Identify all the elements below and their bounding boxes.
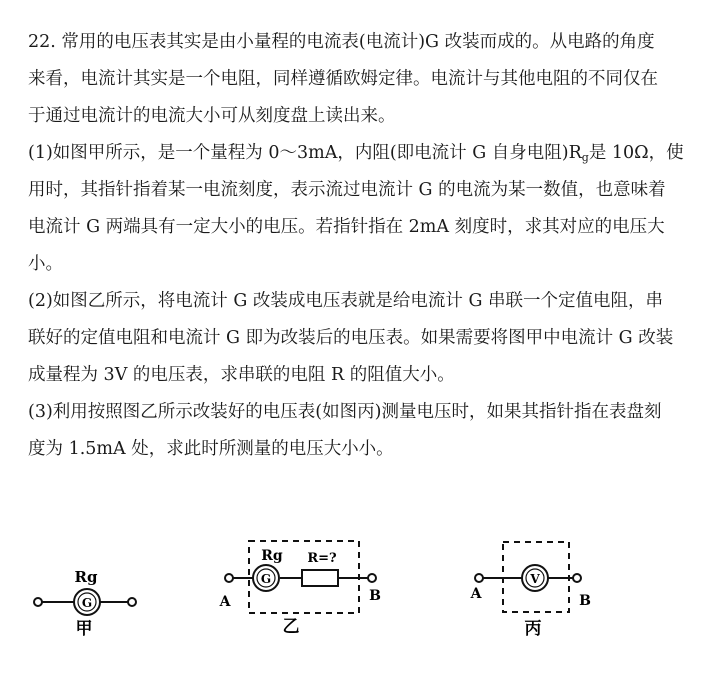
jia-rg-label: Rg (74, 568, 98, 586)
jia-meter-letter: G (81, 596, 93, 610)
part1-line-2: 用时，其指针指着某一电流刻度，表示流过电流计 G 的电流为某一数值，也意味着 (28, 180, 666, 200)
figure-label-yi: 乙 (282, 617, 300, 637)
resistor-icon (302, 570, 338, 586)
yi-terminal-a (225, 574, 233, 582)
part3-line-2: 度为 1.5mA 处，求此时所测量的电压大小小。 (28, 439, 394, 459)
figure-label-bing: 丙 (524, 619, 542, 639)
rg-subscript: g (581, 151, 589, 164)
figure-bing (470, 542, 592, 639)
jia-right-terminal (128, 598, 136, 606)
bing-meter-letter: V (530, 572, 540, 586)
yi-rg-label: Rg (261, 548, 283, 564)
intro-line-2: 来看，电流计其实是一个电阻，同样遵循欧姆定律。电流计与其他电阻的不同仅在 (28, 69, 658, 89)
figure-label-jia: 甲 (75, 619, 93, 639)
part1-line-1 (28, 135, 710, 172)
part2-line-1: (2)如图乙所示，将电流计 G 改装成电压表就是给电流计 G 串联一个定值电阻，串 (28, 291, 663, 311)
circuit-figures (0, 528, 728, 692)
intro-line-1: 22. 常用的电压表其实是由小量程的电流表(电流计)G 改装而成的。从电路的角度 (28, 32, 655, 52)
figure-jia (34, 568, 136, 639)
part1-line-1-end: 是 10Ω，使 (588, 143, 684, 163)
jia-left-terminal (34, 598, 42, 606)
bing-label-a: A (470, 586, 482, 602)
part1-line-1-start: (1)如图甲所示，是一个量程为 0～3mA，内阻(即电流计 G 自身电阻)R (28, 143, 582, 163)
question-text (28, 24, 710, 468)
yi-terminal-b (368, 574, 376, 582)
yi-meter-letter: G (260, 572, 272, 586)
intro-line-3: 于通过电流计的电流大小可从刻度盘上读出来。 (28, 106, 396, 126)
bing-terminal-b (573, 574, 581, 582)
bing-terminal-a (475, 574, 483, 582)
part2-line-2: 联好的定值电阻和电流计 G 即为改装后的电压表。如果需要将图甲中电流计 G 改装 (28, 328, 674, 348)
figure-yi (219, 541, 382, 637)
yi-label-b: B (369, 588, 381, 604)
part1-line-4: 小。 (28, 254, 63, 274)
part3-line-1: (3)利用按照图乙所示改装好的电压表(如图丙)测量电压时，如果其指针指在表盘刻 (28, 402, 662, 422)
bing-label-b: B (579, 593, 591, 609)
part2-line-3: 成量程为 3V 的电压表，求串联的电阻 R 的阻值大小。 (28, 365, 455, 385)
yi-label-a: A (219, 594, 231, 610)
yi-resistor-label: R=? (307, 551, 337, 566)
part1-line-3: 电流计 G 两端具有一定大小的电压。若指针指在 2mA 刻度时，求其对应的电压大 (28, 217, 665, 237)
